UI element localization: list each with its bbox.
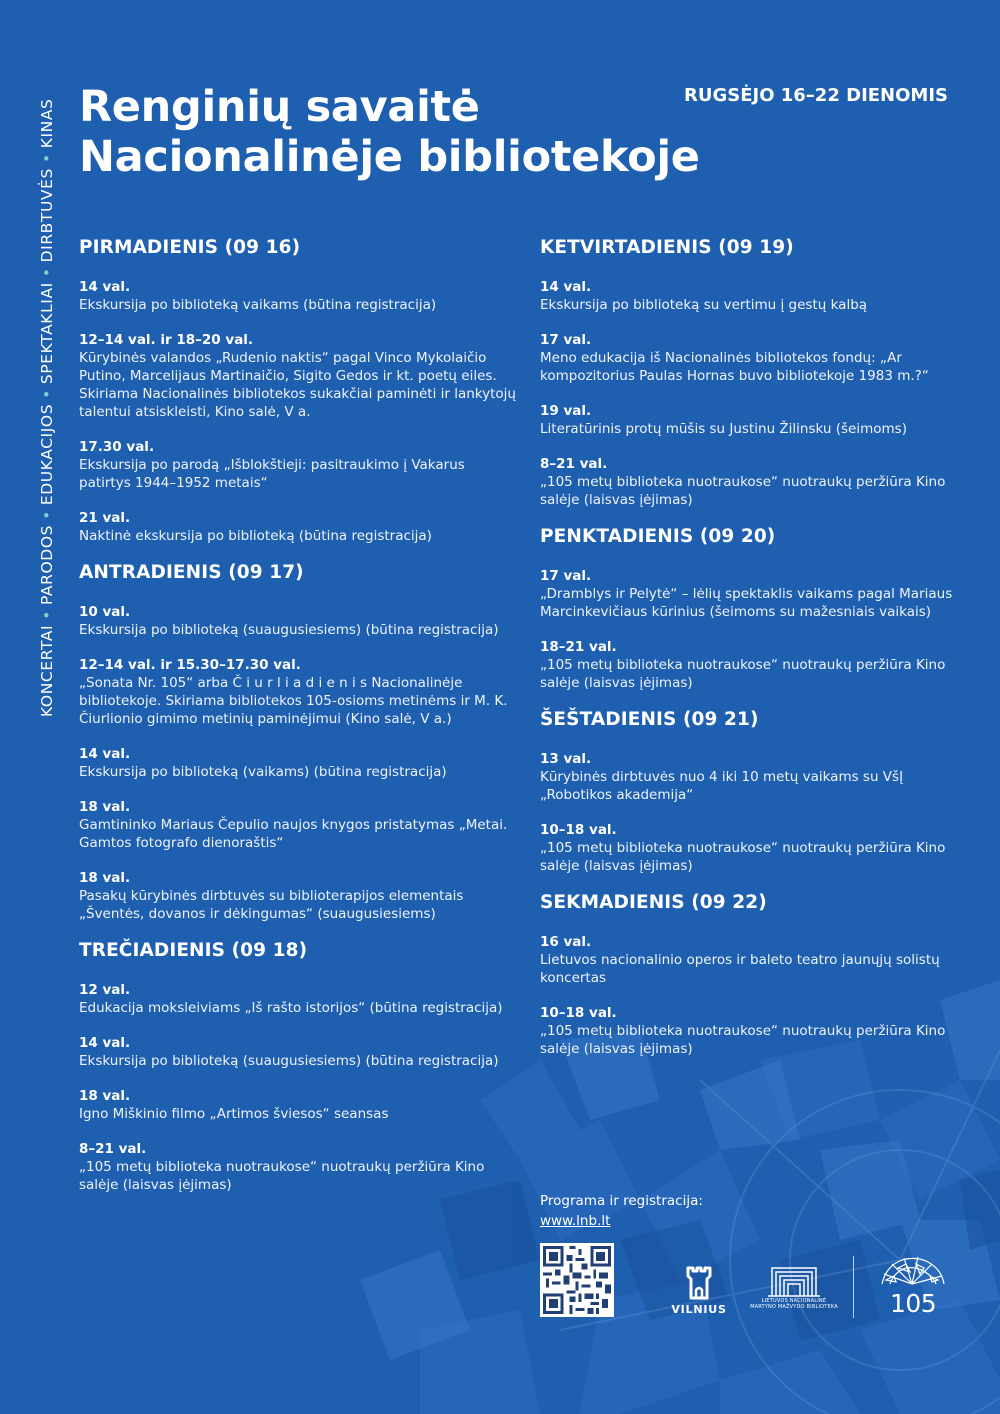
event-description: Meno edukacija iš Nacionalinės bibliotekos fondų: „Ar kompozitorius Paulas Hornas buvo bibliotekoje 1983 m.?“ xyxy=(540,350,929,384)
event-description: Ekskursija po biblioteką (suaugusiesiems) (būtina registracija) xyxy=(79,622,499,638)
day-thursday xyxy=(540,237,970,509)
event-item xyxy=(79,745,519,781)
event-time: 21 val. xyxy=(79,510,131,526)
event-description: „Dramblys ir Pelytė“ – lėlių spektaklis vaikams pagal Mariaus Marcinkevičiaus kūrinius (šeimoms su mažesniais vaikais) xyxy=(540,586,953,620)
event-time: 19 val. xyxy=(540,403,592,419)
side-category: DIRBTUVĖS xyxy=(38,168,56,263)
side-category: PARODOS xyxy=(38,524,56,606)
day-tuesday xyxy=(79,562,519,923)
event-time: 10–18 val. xyxy=(540,1005,617,1021)
day-heading: ŠEŠTADIENIS (09 21) xyxy=(540,709,759,730)
right-schedule-column xyxy=(540,237,970,1075)
event-description: Gamtininko Mariaus Čepulio naujos knygos pristatymas „Metai. Gamtos fotografo dienoraštis“ xyxy=(79,817,508,851)
day-friday xyxy=(540,526,970,692)
event-item xyxy=(79,798,519,852)
event-time: 18 val. xyxy=(79,870,131,886)
event-time: 10–18 val. xyxy=(540,822,617,838)
event-time: 18 val. xyxy=(79,1088,131,1104)
event-description: Ekskursija po parodą „Išblokštieji: pasitraukimo į Vakarus patirtys 1944–1952 metais“ xyxy=(79,457,465,491)
day-heading: PENKTADIENIS (09 20) xyxy=(540,526,776,547)
day-heading: KETVIRTADIENIS (09 19) xyxy=(540,237,794,258)
side-category: EDUKACIJOS xyxy=(38,403,56,506)
title-line-2: Nacionalinėje bibliotekoje xyxy=(79,132,700,182)
day-heading: SEKMADIENIS (09 22) xyxy=(540,892,767,913)
day-heading: ANTRADIENIS (09 17) xyxy=(79,562,304,583)
day-monday xyxy=(79,237,519,545)
event-description: Ekskursija po biblioteką (vaikams) (būtina registracija) xyxy=(79,764,447,780)
event-item xyxy=(79,603,519,639)
poster-title xyxy=(79,82,700,182)
side-separator: • xyxy=(38,510,56,520)
left-schedule-column xyxy=(79,237,519,1211)
side-separator: • xyxy=(38,610,56,620)
event-time: 17 val. xyxy=(540,332,592,348)
event-time: 8–21 val. xyxy=(79,1141,147,1157)
event-item xyxy=(79,331,519,421)
event-item xyxy=(540,455,970,509)
event-time: 14 val. xyxy=(79,1035,131,1051)
event-time: 14 val. xyxy=(79,279,131,295)
event-description: Naktinė ekskursija po biblioteką (būtina registracija) xyxy=(79,528,432,544)
side-category: SPEKTAKLIAI xyxy=(38,282,56,385)
event-description: „105 metų biblioteka nuotraukose“ nuotraukų peržiūra Kino salėje (laisvas įėjimas) xyxy=(540,1023,946,1057)
logo-divider xyxy=(853,1256,854,1318)
event-description: Kūrybinės valandos „Rudenio naktis“ pagal Vinco Mykolaičio Putino, Marcelijaus Martinaičio, Sigito Gedos ir kt. poetų eiles. Skiriama Nacionalinės bibliotekos sukakčiai paminėti ir lankytojų talentui atsiskleisti, Kino salė, V a. xyxy=(79,350,516,420)
event-time: 14 val. xyxy=(540,279,592,295)
side-category: KONCERTAI xyxy=(38,624,56,717)
event-dates: RUGSĖJO 16–22 DIENOMIS xyxy=(683,85,948,106)
day-sunday xyxy=(540,892,970,1058)
event-description: „105 metų biblioteka nuotraukose“ nuotraukų peržiūra Kino salėje (laisvas įėjimas) xyxy=(79,1159,485,1193)
qr-code-icon[interactable] xyxy=(540,1243,614,1317)
event-description: Kūrybinės dirbtuvės nuo 4 iki 10 metų vaikams su VšĮ „Robotikos akademija“ xyxy=(540,769,904,803)
event-item xyxy=(540,278,970,314)
event-description: „105 metų biblioteka nuotraukose“ nuotraukų peržiūra Kino salėje (laisvas įėjimas) xyxy=(540,840,946,874)
title-line-1: Renginių savaitė xyxy=(79,82,480,132)
event-time: 16 val. xyxy=(540,934,592,950)
website-link[interactable]: www.lnb.lt xyxy=(540,1213,611,1229)
event-description: Ekskursija po biblioteką su vertimu į gestų kalbą xyxy=(540,297,868,313)
side-categories xyxy=(34,57,60,717)
side-separator: • xyxy=(38,267,56,278)
day-heading: TREČIADIENIS (09 18) xyxy=(79,940,308,961)
event-description: „105 metų biblioteka nuotraukose“ nuotraukų peržiūra Kino salėje (laisvas įėjimas) xyxy=(540,474,946,508)
event-item xyxy=(79,1140,519,1194)
day-wednesday xyxy=(79,940,519,1194)
side-separator: • xyxy=(38,153,56,164)
event-item xyxy=(540,750,970,804)
program-label: Programa ir registracija: xyxy=(540,1193,703,1209)
event-time: 12–14 val. ir 15.30–17.30 val. xyxy=(79,657,301,673)
library-wordmark: LIETUVOS NACIONALINĖ MARTYNO MAŽVYDO BIBLIOTEKA xyxy=(750,1298,838,1310)
event-item xyxy=(540,638,970,692)
event-item xyxy=(540,402,970,438)
library-building-icon xyxy=(752,1262,836,1320)
event-time: 12–14 val. ir 18–20 val. xyxy=(79,332,254,348)
event-description: Igno Miškinio filmo „Artimos šviesos“ seansas xyxy=(79,1106,389,1122)
event-description: Lietuvos nacionalinio operos ir baleto teatro jaunųjų solistų koncertas xyxy=(540,952,940,986)
event-time: 18 val. xyxy=(79,799,131,815)
side-category: KINAS xyxy=(38,98,56,149)
day-heading: PIRMADIENIS (09 16) xyxy=(79,237,301,258)
event-item xyxy=(79,981,519,1017)
day-saturday xyxy=(540,709,970,875)
event-description: „Sonata Nr. 105“ arba Č i u r l i a d i e n i s Nacionalinėje bibliotekoje. Skiriama bibliotekos 105-osioms metinėms ir M. K. Čiurlionio gimimo metinių paminėjimui (Kino salė, V a.) xyxy=(79,675,508,727)
event-item xyxy=(540,331,970,385)
event-item xyxy=(79,869,519,923)
event-time: 14 val. xyxy=(79,746,131,762)
event-time: 17 val. xyxy=(540,568,592,584)
event-time: 10 val. xyxy=(79,604,131,620)
event-item xyxy=(540,1004,970,1058)
event-time: 12 val. xyxy=(79,982,131,998)
event-item xyxy=(540,821,970,875)
event-item xyxy=(540,933,970,987)
vilnius-wordmark: VILNIUS xyxy=(671,1303,727,1316)
event-description: Edukacija moksleiviams „Iš rašto istorijos“ (būtina registracija) xyxy=(79,1000,503,1016)
event-description: „105 metų biblioteka nuotraukose“ nuotraukų peržiūra Kino salėje (laisvas įėjimas) xyxy=(540,657,946,691)
event-item xyxy=(79,1034,519,1070)
event-item xyxy=(79,509,519,545)
footer-registration xyxy=(540,1192,960,1230)
event-item xyxy=(540,567,970,621)
event-time: 17.30 val. xyxy=(79,439,155,455)
event-item xyxy=(79,1087,519,1123)
event-description: Literatūrinis protų mūšis su Justinu Žilinsku (šeimoms) xyxy=(540,421,907,437)
event-description: Ekskursija po biblioteką vaikams (būtina registracija) xyxy=(79,297,437,313)
side-separator: • xyxy=(38,389,56,399)
event-time: 13 val. xyxy=(540,751,592,767)
event-description: Ekskursija po biblioteką (suaugusiesiems) (būtina registracija) xyxy=(79,1053,499,1069)
event-time: 18–21 val. xyxy=(540,639,617,655)
anniversary-number: 105 xyxy=(890,1289,937,1318)
event-time: 8–21 val. xyxy=(540,456,608,472)
event-item xyxy=(79,656,519,728)
event-description: Pasakų kūrybinės dirbtuvės su biblioterapijos elementais „Šventės, dovanos ir dėkingumas“ (suaugusiesiems) xyxy=(79,888,464,922)
event-item xyxy=(79,438,519,492)
event-item xyxy=(79,278,519,314)
